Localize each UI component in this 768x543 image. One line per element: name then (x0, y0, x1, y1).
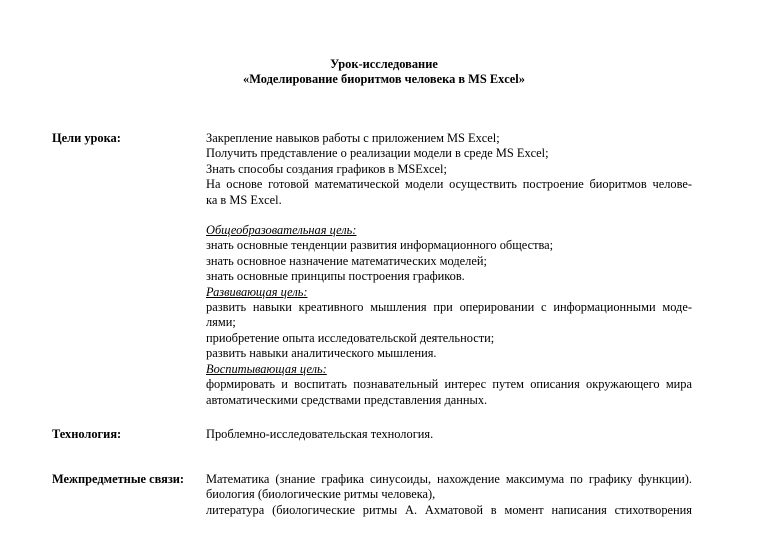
interdisciplinary-item: литература (биологические ритмы А. Ахматовой в момент написания стихотворения (206, 502, 692, 517)
general-goal-item: знать основные принципы построения графиков. (206, 269, 465, 284)
goal-item: На основе готовой математической модели осуществить построение биоритмов челове- (206, 177, 692, 192)
goal-item: Получить представление о реализации модели в среде MS Excel; (206, 146, 549, 161)
goal-item: Закрепление навыков работы с приложением MS Excel; (206, 131, 500, 145)
goal-item: Знать способы создания графиков в MSExcel; (206, 161, 447, 176)
goal-item: ка в MS Excel. (206, 192, 282, 207)
general-goal-item: знать основные тенденции развития информационного общества; (206, 238, 554, 253)
title-line-1: Урок-исследование (330, 57, 438, 71)
educational-goal-item: автоматическими средствами представления данных. (206, 392, 488, 407)
technology-value: Проблемно-исследовательская технология. (206, 427, 434, 441)
document-title (0, 57, 768, 87)
interdisciplinary-item: Математика (знание графика синусоиды, нахождение максимума по графику функции). (206, 472, 692, 486)
developing-goal-item: лями; (206, 315, 236, 330)
interdisciplinary-content (206, 472, 692, 518)
general-goal-heading: Общеобразовательная цель: (206, 223, 357, 238)
developing-goal-heading: Развивающая цель: (206, 284, 308, 299)
goals-content (206, 131, 692, 408)
general-goal-item: знать основное назначение математических моделей; (206, 253, 487, 268)
educational-goal-heading: Воспитывающая цель: (206, 361, 327, 376)
developing-goal-item: развить навыки аналитического мышления. (206, 346, 437, 361)
developing-goal-item: приобретение опыта исследовательской деятельности; (206, 330, 495, 345)
interdisciplinary-item: биология (биологические ритмы человека), (206, 487, 436, 502)
technology-content (206, 427, 692, 442)
technology-label: Технология: (52, 427, 122, 441)
developing-goal-item: развить навыки креативного мышления при оперировании с информационными моде- (206, 300, 692, 315)
educational-goal-item: формировать и воспитать познавательный интерес путем описания окружающего мира (206, 377, 692, 392)
title-line-2: «Моделирование биоритмов человека в MS Excel» (243, 72, 525, 86)
goals-label: Цели урока: (52, 131, 121, 145)
spacer (206, 208, 692, 223)
interdisciplinary-label: Межпредметные связи: (52, 472, 185, 486)
